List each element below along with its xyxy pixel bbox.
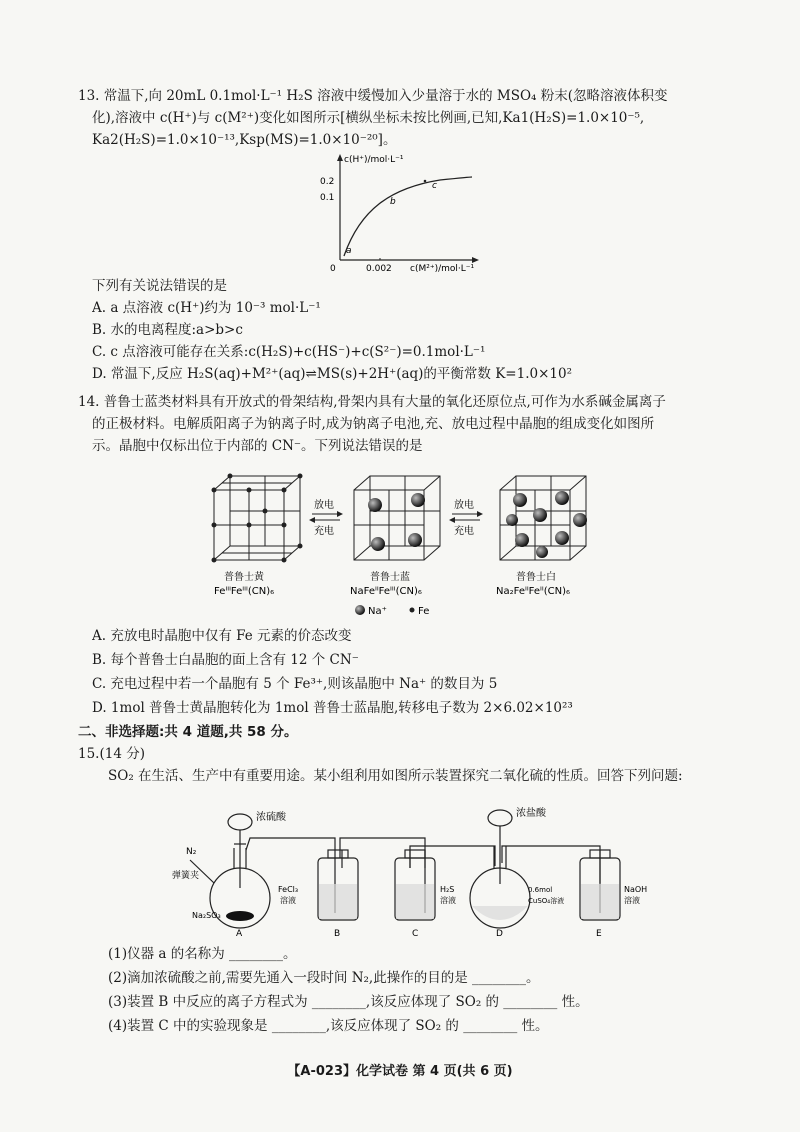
crystal-cell-prussian-yellow-fe (212, 474, 303, 563)
cell1-formula: FeᴵᴵᴵFeᴵᴵᴵ(CN)₆ (214, 586, 275, 597)
graph-xlabel: c(M²⁺)/mol·L⁻¹ (410, 264, 475, 274)
graph-origin: 0 (330, 264, 336, 274)
q13-option-b: B. 水的电离程度:a>b>c (92, 322, 243, 338)
page-footer: 【A-023】化学试卷 第 4 页(共 6 页) (287, 1064, 513, 1079)
cell2-formula: NaFeᴵᴵFeᴵᴵᴵ(CN)₆ (350, 586, 422, 597)
tag-b: B (334, 929, 341, 938)
cell3-name: 普鲁士白 (516, 572, 556, 583)
legend-na-icon (355, 605, 365, 615)
label-n2: N₂ (186, 847, 197, 857)
graph-y-tick-0.1: 0.1 (320, 193, 335, 203)
graph-y-arrow (337, 154, 343, 161)
graph-point-a: a (346, 246, 352, 256)
q13-line1: 13. 常温下,向 20mL 0.1mol·L⁻¹ H₂S 溶液中缓慢加入少量溶于水的 MSO₄ 粉末(忽略溶液体积变 (78, 88, 668, 104)
q14-line1: 14. 普鲁士蓝类材料具有开放式的骨架结构,骨架内具有大量的氧化还原位点,可作为水系碱金属离子 (78, 394, 666, 410)
q15-part1: (1)仪器 a 的名称为 ________。 (108, 946, 297, 962)
arrow1-charge-label: 充电 (314, 526, 334, 537)
q13-graph (300, 150, 500, 275)
graph-point-b: b (390, 197, 396, 207)
graph-y-tick-0.2: 0.2 (320, 177, 335, 187)
q13-line2: 化),溶液中 c(H⁺)与 c(M²⁺)变化如图所示[横纵坐标未按比例画,已知,Ka1(H₂S)=1.0×10⁻⁵, (92, 110, 645, 126)
graph-ylabel: c(H⁺)/mol·L⁻¹ (344, 155, 404, 165)
crystal-cell-prussian-blue-na (368, 493, 425, 551)
section2-heading: 二、非选择题:共 4 道题,共 58 分。 (78, 724, 298, 740)
q13-stem: 下列有关说法错误的是 (92, 278, 227, 294)
cell1-name: 普鲁士黄 (224, 572, 264, 583)
graph-x-arrow (472, 257, 479, 263)
q15-part4: (4)装置 C 中的实验现象是 ________,该反应体现了 SO₂ 的 ________ 性。 (108, 1018, 549, 1034)
q13-option-c: C. c 点溶液可能存在关系:c(H₂S)+c(HS⁻)+c(S²⁻)=0.1mol·L⁻¹ (92, 344, 486, 360)
label-naoh: NaOH (624, 885, 648, 894)
graph-x-tick: 0.002 (366, 264, 392, 274)
reaction-arrows-1 (309, 498, 343, 537)
label-h2s-solution: 溶液 (440, 896, 456, 905)
label-cuso4: CuSO₄溶液 (528, 897, 565, 905)
reaction-arrows-2 (449, 498, 483, 537)
arrow1-discharge-label: 放电 (314, 500, 334, 511)
cell2-name: 普鲁士蓝 (370, 572, 410, 583)
q13-option-a: A. a 点溶液 c(H⁺)约为 10⁻³ mol·L⁻¹ (92, 300, 321, 316)
crystal-cell-prussian-yellow (214, 476, 300, 560)
label-cuso4-conc: 0.6mol (528, 886, 553, 894)
label-conc-hcl: 浓盐酸 (516, 808, 546, 819)
q13-line3: Ka2(H₂S)=1.0×10⁻¹³,Ksp(MS)=1.0×10⁻²⁰]。 (92, 132, 397, 148)
tag-a: A (236, 929, 243, 938)
tag-d: D (496, 929, 503, 938)
label-naoh-solution: 溶液 (624, 896, 640, 905)
legend-na-label: Na⁺ (368, 606, 387, 617)
q14-option-b: B. 每个普鲁士白晶胞的面上含有 12 个 CN⁻ (92, 652, 359, 668)
tag-c: C (412, 929, 419, 938)
q14-option-d: D. 1mol 普鲁士黄晶胞转化为 1mol 普鲁士蓝晶胞,转移电子数为 2×6.02×10²³ (92, 700, 573, 716)
graph-point-c: c (432, 181, 437, 191)
q14-line2: 的正极材料。电解质阳离子为钠离子时,成为钠离子电池,充、放电过程中晶胞的组成变化如图所 (92, 416, 655, 432)
q15-part3: (3)装置 B 中反应的离子方程式为 ________,该反应体现了 SO₂ 的 ________ 性。 (108, 994, 589, 1010)
q14-crystal-figure (200, 460, 620, 620)
q15-part2: (2)滴加浓硫酸之前,需要先通入一段时间 N₂,此操作的目的是 ________。 (108, 970, 540, 986)
q15-apparatus (150, 788, 670, 938)
graph-point-c-dot (424, 180, 427, 183)
label-fecl3: FeCl₃ (278, 885, 299, 894)
q15-heading: 15.(14 分) (78, 746, 145, 762)
legend-fe-icon (410, 608, 415, 613)
q14-option-c: C. 充电过程中若一个晶胞有 5 个 Fe³⁺,则该晶胞中 Na⁺ 的数目为 5 (92, 676, 498, 692)
label-conc-h2so4: 浓硫酸 (256, 812, 286, 823)
q13-option-d: D. 常温下,反应 H₂S(aq)+M²⁺(aq)⇌MS(s)+2H⁺(aq)的平衡常数 K=1.0×10² (92, 366, 572, 382)
crystal-cell-prussian-blue (354, 476, 440, 560)
graph-curve (344, 177, 472, 256)
label-spring-clip: 弹簧夹 (172, 871, 200, 881)
q14-option-a: A. 充放电时晶胞中仅有 Fe 元素的价态改变 (92, 628, 352, 644)
tag-e: E (596, 929, 602, 938)
label-fecl3-solution: 溶液 (280, 896, 296, 905)
q15-intro: SO₂ 在生活、生产中有重要用途。某小组利用如图所示装置探究二氧化硫的性质。回答下列问题: (108, 768, 683, 784)
q14-line3: 示。晶胞中仅标出位于内部的 CN⁻。下列说法错误的是 (92, 438, 423, 454)
cell3-formula: Na₂FeᴵᴵFeᴵᴵ(CN)₆ (496, 586, 571, 597)
arrow2-charge-label: 充电 (454, 526, 474, 537)
label-na2so3: Na₂SO₃ (192, 911, 221, 920)
label-h2s: H₂S (440, 885, 455, 894)
na2so3-solid (226, 911, 254, 921)
legend-fe-label: Fe (418, 606, 430, 617)
arrow2-discharge-label: 放电 (454, 500, 474, 511)
